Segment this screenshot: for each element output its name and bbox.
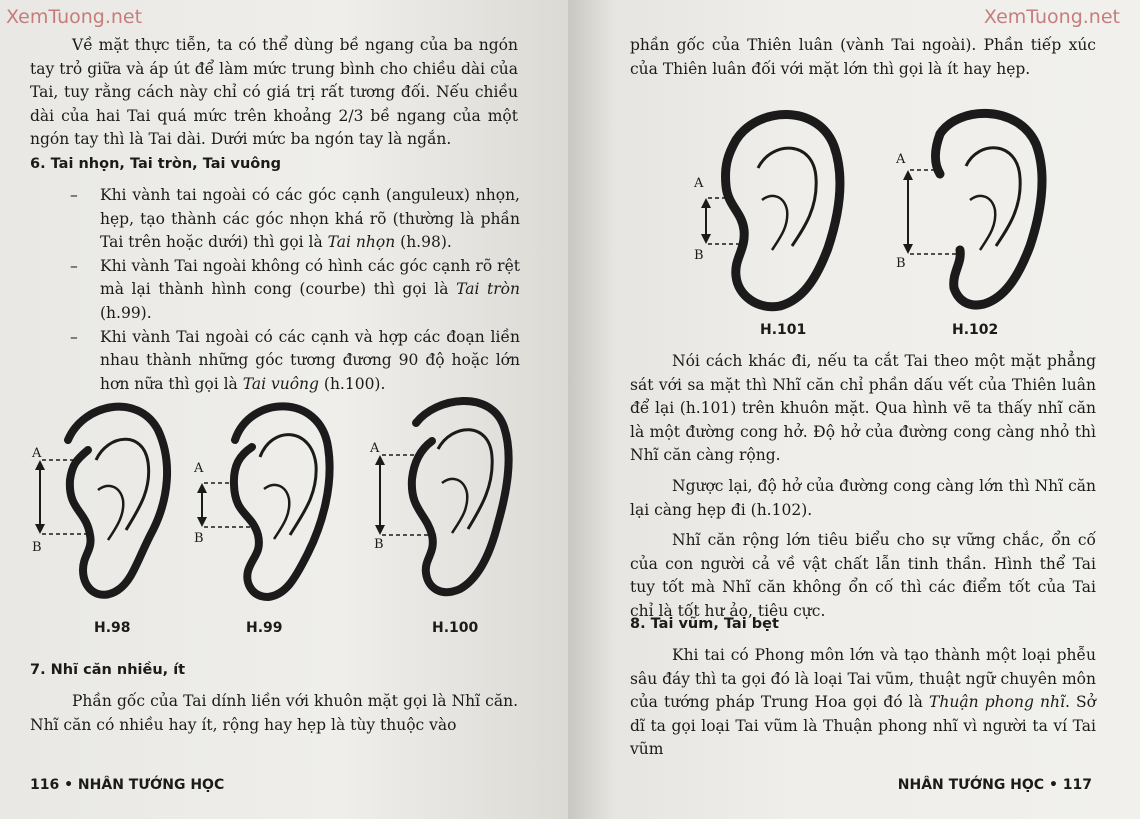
marker-a: A: [896, 152, 906, 167]
figure-h100: [366, 383, 526, 620]
figure-label-h100: H.100: [432, 620, 479, 636]
section-7-title: 7. Nhĩ căn nhiều, ít: [30, 662, 186, 678]
ear-h102-illustration: [888, 100, 1068, 322]
list-item: – Khi vành Tai ngoài không có hình các góc cạnh rõ rệt mà lại thành hình cong (courbe) thì gọi là Tai tròn (h.99).: [70, 256, 520, 322]
marker-a: A: [370, 441, 380, 456]
figure-h99: [190, 385, 350, 620]
section-6-title: 6. Tai nhọn, Tai tròn, Tai vuông: [30, 156, 281, 172]
marker-b: B: [194, 531, 204, 546]
marker-a: A: [194, 461, 204, 476]
figure-label-h98: H.98: [94, 620, 131, 636]
paragraph: Nói cách khác đi, nếu ta cắt Tai theo một mặt phẳng sát với sa mặt thì Nhĩ căn chỉ phần dấu vết của Thiên luân để lại (h.101) trên khuôn mặt. Qua hình vẽ ta thấy nhĩ căn là một đường cong hở. Độ hở của đường cong càng nhỏ thì Nhĩ căn càng rộng.: [630, 352, 1096, 465]
ear-h99-illustration: [190, 385, 350, 620]
figure-h98: [28, 390, 188, 620]
figure-h101: [688, 100, 858, 322]
paragraph: Ngược lại, độ hở của đường cong càng lớn thì Nhĩ căn lại càng hẹp đi (h.102).: [630, 476, 1096, 519]
figure-label-h101: H.101: [760, 322, 807, 338]
watermark-left: XemTuong.net: [6, 6, 143, 28]
ear-h98-illustration: [28, 390, 188, 620]
list-item: – Khi vành tai ngoài có các góc cạnh (anguleux) nhọn, hẹp, tạo thành các góc nhọn khá rõ (thường là phần Tai trên hoặc dưới) thì gọi là Tai nhọn (h.98).: [70, 186, 520, 252]
ear-h101-illustration: [688, 100, 858, 322]
marker-b: B: [32, 540, 42, 555]
watermark-right: XemTuong.net: [983, 6, 1120, 28]
right-page: [568, 0, 1140, 819]
section-6-list: [70, 184, 520, 396]
ear-h100-illustration: [366, 383, 526, 620]
body-paragraphs: [630, 350, 1096, 624]
figure-label-h99: H.99: [246, 620, 283, 636]
section-8-paragraph: Khi tai có Phong môn lớn và tạo thành một loại phễu sâu đáy thì ta gọi đó là loại Tai vũm, thuật ngữ chuyên môn của tướng pháp Trung Hoa gọi đó là Thuận phong nhĩ. Sở dĩ ta gọi loại Tai vũm là Thuận phong nhĩ vì người ta ví Tai vũm: [630, 646, 1096, 759]
section-8-title: 8. Tai vũm, Tai bẹt: [630, 616, 779, 632]
intro-paragraph: Về mặt thực tiễn, ta có thể dùng bề ngang của ba ngón tay trỏ giữa và áp út để làm mức trung bình cho chiều dài của Tai, tuy rằng cách này chỉ có giá trị rất tương đối. Nếu chiều dài của hai Tai quá mức trên khoảng 2/3 bề ngang của một ngón tay thì là Tai dài. Dưới mức ba ngón tay là ngắn.: [30, 36, 518, 149]
left-page: [0, 0, 568, 819]
marker-a: A: [694, 176, 704, 191]
marker-b: B: [896, 256, 906, 271]
list-item: – Khi vành Tai ngoài có các cạnh và hợp các đoạn liền nhau thành những góc tương đương 90 độ hoặc lớn hơn nữa thì gọi là Tai vuông (h.100).: [70, 327, 520, 393]
page-footer-left: 116 • NHÂN TƯỚNG HỌC: [30, 777, 225, 793]
paragraph: Nhĩ căn rộng lớn tiêu biểu cho sự vững chắc, ổn cố của con người cả về vật chất lẫn tinh thần. Hình thể Tai tuy tốt mà Nhĩ căn không ổn cố thì các điểm tốt của Tai chỉ là tốt hư ảo, tiêu cực.: [630, 531, 1096, 620]
top-paragraph: phần gốc của Thiên luân (vành Tai ngoài). Phần tiếp xúc của Thiên luân đối với mặt lớn thì gọi là ít hay hẹp.: [630, 36, 1096, 78]
figure-h102: [888, 100, 1068, 322]
marker-b: B: [694, 248, 704, 263]
marker-a: A: [32, 446, 42, 461]
section-7-paragraph: Phần gốc của Tai dính liền với khuôn mặt gọi là Nhĩ căn. Nhĩ căn có nhiều hay ít, rộng hay hẹp là tùy thuộc vào: [30, 692, 518, 734]
marker-b: B: [374, 537, 384, 552]
page-footer-right: NHÂN TƯỚNG HỌC • 117: [897, 777, 1092, 793]
figure-label-h102: H.102: [952, 322, 999, 338]
